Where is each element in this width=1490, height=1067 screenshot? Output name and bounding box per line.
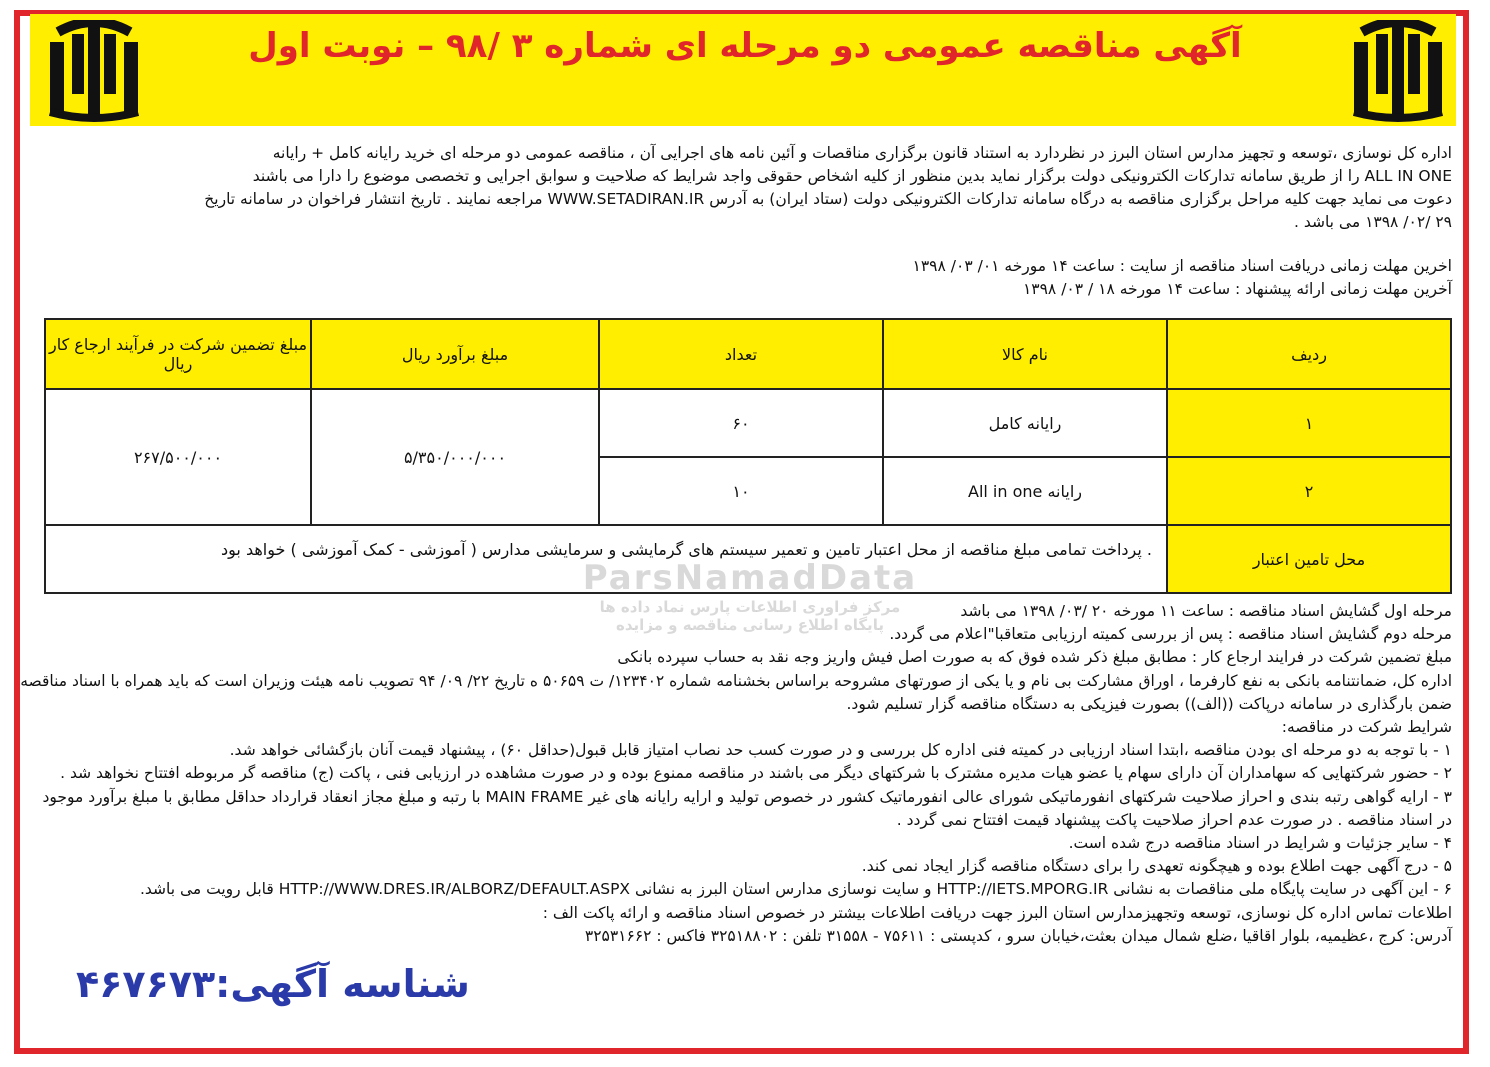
watermark-subtitle: پایگاه اطلاع رسانی مناقصه و مزایده [616, 616, 884, 634]
header-estimate: مبلغ برآورد ریال [311, 319, 599, 389]
condition-line: در اسناد مناقصه . در صورت عدم احراز صلاحیت پاکت پیشنهاد قیمت افتتاح نمی گردد . [896, 810, 1452, 829]
header-guarantee: مبلغ تضمین شرکت در فرآیند ارجاع کار ریال [45, 319, 311, 389]
condition-line: مرحله دوم گشایش اسناد مناقصه : پس از بررسی کمیته ارزیابی متعاقبا"اعلام می گردد. [889, 625, 1452, 644]
deadlines [36, 255, 1452, 301]
table-header-row [45, 319, 1451, 389]
item-name: رایانه کامل [883, 389, 1167, 457]
watermark-brand: ParsNamadData [582, 558, 918, 598]
row-number: ۱ [1167, 389, 1451, 457]
guarantee-value: ۲۶۷/۵۰۰/۰۰۰ [45, 389, 311, 525]
condition-line: ۳ - ارایه گواهی رتبه بندی و احراز صلاحیت شرکتهای انفورماتیکی شورای عالی انفورماتیک کشور در خصوص تولید و ارایه رایانه های غیر MAIN FRAME با رتبه و مبلغ مجاز انعقاد قرارداد حداقل مطابق با مبلغ برآورد موجود [42, 787, 1452, 806]
item-name: رایانه All in one [883, 457, 1167, 525]
intro-line: ALL IN ONE را از طریق سامانه تدارکات الکترونیکی دولت برگزار نماید بدین منظور از کلیه اشخاص حقوقی واجد شرایط که صلاحیت و سوابق اجرایی و تخصصی موضوع را دارا می باشند [252, 167, 1452, 185]
funding-label: محل تامین اعتبار [1167, 525, 1451, 593]
header-quantity: تعداد [599, 319, 883, 389]
condition-line: ۲ - حضور شرکتهایی که سهامداران آن دارای سهام یا عضو هیات مدیره مشترک با شرکتهای دیگر می باشند در مناقصه ممنوع بوده و در صورت مشاهده در ارزیابی فنی ، پاکت (ج) مناقصه گر مربوطه افتتاح نخواهد شد . [60, 764, 1452, 783]
condition-line: شرایط شرکت در مناقصه: [1281, 718, 1452, 737]
item-quantity: ۱۰ [599, 457, 883, 525]
condition-line: اطلاعات تماس اداره کل نوسازی، توسعه وتجهیزمدارس استان البرز جهت دریافت اطلاعات بیشتر در خصوص اسناد مناقصه و ارائه پاکت الف : [542, 903, 1452, 922]
items-table [44, 318, 1452, 594]
condition-line: ۴ - سایر جزئیات و شرایط در اسناد مناقصه درج شده است. [1068, 834, 1452, 853]
condition-line: ضمن بارگذاری در سامانه درپاکت ((الف)) بصورت فیزیکی به دستگاه مناقصه گزار تسلیم شود. [846, 694, 1452, 713]
intro-line: دعوت می نماید جهت کلیه مراحل برگزاری مناقصه به درگاه سامانه تدارکات الکترونیکی دولت (ستاد ایران) به آدرس WWW.SETADIRAN.IR مراجعه نمایند . تاریخ انتشار فراخوان در سامانه تاریخ [204, 190, 1452, 208]
estimate-value: ۵/۳۵۰/۰۰۰/۰۰۰ [311, 389, 599, 525]
header-row-number: ردیف [1167, 319, 1451, 389]
intro-line: ۲۹ /۰۲/ ۱۳۹۸ می باشد . [1293, 213, 1452, 231]
condition-line: آدرس: کرج ،عظیمیه، بلوار اقاقیا ،ضلع شمال میدان بعثت،خیابان سرو ، کدپستی : ۷۵۶۱۱ - ۳۱۵۵۸ تلفن : ۳۲۵۱۸۸۰۲ فاکس : ۳۲۵۳۱۶۶۲ [584, 926, 1452, 945]
funding-text: . پرداخت تمامی مبلغ مناقصه از محل اعتبار تامین و تعمیر سیستم های گرمایشی و سرمایشی مدارس ( آموزشی - کمک آموزشی ) خواهد بود [45, 525, 1167, 593]
intro-paragraph [36, 142, 1452, 234]
ad-id: شناسه آگهی:۴۶۷۶۷۳ [76, 962, 470, 1006]
condition-line: ۵ - درج آگهی جهت اطلاع بوده و هیچگونه تعهدی را برای دستگاه مناقصه گزار ایجاد نمی کند. [861, 857, 1452, 876]
header-item-name: نام کالا [883, 319, 1167, 389]
condition-line: اداره کل، ضمانتنامه بانکی به نفع کارفرما ، اوراق مشارکت بی نام و یا یکی از صورتهای مشروحه براساس بخشنامه شماره ۱۲۳۴۰۲/ ت ۵۰۶۵۹ ه تاریخ ۲۲/ ۰۹/ ۹۴ تصویب نامه هیئت وزیران است که باید همراه با اسناد مناقصه [20, 671, 1452, 690]
watermark-subtitle: مرکز فراوری اطلاعات پارس نماد داده ها [599, 598, 901, 616]
condition-line: مبلغ تضمین شرکت در فرایند ارجاع کار : مطابق مبلغ ذکر شده فوق که به صورت اصل فیش واریز وجه نقد به حساب سپرده بانکی [617, 648, 1452, 667]
deadline-proposal: آخرین مهلت زمانی ارائه پیشنهاد : ساعت ۱۴ مورخه ۱۸ / ۰۳/ ۱۳۹۸ [1022, 280, 1452, 298]
intro-line: اداره کل نوسازی ،توسعه و تجهیز مدارس استان البرز در نظردارد به استناد قانون برگزاری مناقصات و آئین نامه های اجرایی آن ، مناقصه عمومی دو مرحله ای خرید رایانه کامل + رایانه [272, 144, 1452, 162]
emblem-logo-left [36, 20, 152, 124]
row-number: ۲ [1167, 457, 1451, 525]
funding-row [45, 525, 1451, 593]
table-row [45, 389, 1451, 457]
condition-line: ۱ - با توجه به دو مرحله ای بودن مناقصه ،ابتدا اسناد ارزیابی در کمیته فنی اداره کل بررسی و در صورت کسب حد نصاب امتیاز قابل قبول(حداقل ۶۰) ، پیشنهاد قیمت آنان بازگشائی خواهد شد. [229, 741, 1452, 760]
deadline-documents: اخرین مهلت زمانی دریافت اسناد مناقصه از سایت : ساعت ۱۴ مورخه ۰۱/ ۰۳/ ۱۳۹۸ [912, 257, 1452, 275]
page-title: آگهی مناقصه عمومی دو مرحله ای شماره ۳ /۹۸ – نوبت اول [248, 26, 1242, 66]
condition-line: ۶ - این آگهی در سایت پایگاه ملی مناقصات به نشانی HTTP://IETS.MPORG.IR و سایت نوسازی مدارس استان البرز به نشانی HTTP://WWW.DRES.IR/ALBORZ/DEFAULT.ASPX قابل رویت می باشد. [139, 880, 1452, 899]
condition-line: مرحله اول گشایش اسناد مناقصه : ساعت ۱۱ مورخه ۲۰ /۰۳/ ۱۳۹۸ می باشد [960, 602, 1452, 620]
item-quantity: ۶۰ [599, 389, 883, 457]
conditions-section [20, 600, 1452, 948]
emblem-logo-right [1340, 20, 1456, 124]
